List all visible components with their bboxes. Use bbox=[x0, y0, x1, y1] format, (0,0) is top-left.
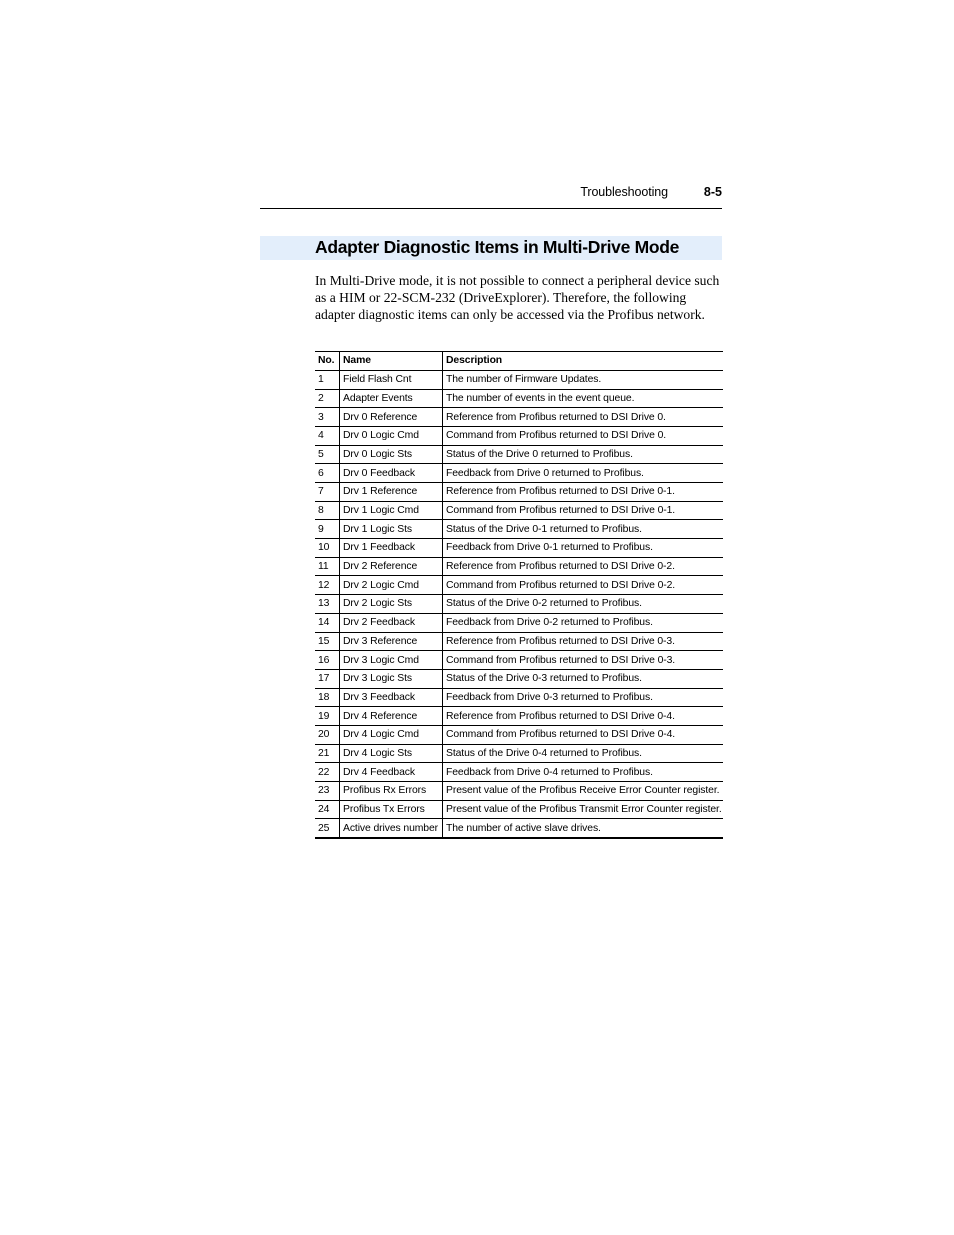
cell-description: Reference from Profibus returned to DSI Drive 0-1. bbox=[443, 483, 724, 502]
cell-name: Drv 0 Reference bbox=[340, 408, 443, 427]
table-row bbox=[315, 632, 723, 651]
cell-name: Drv 4 Logic Cmd bbox=[340, 725, 443, 744]
cell-description: Reference from Profibus returned to DSI Drive 0-3. bbox=[443, 632, 724, 651]
cell-name: Drv 2 Logic Sts bbox=[340, 595, 443, 614]
cell-no: 9 bbox=[315, 520, 340, 539]
cell-description: Feedback from Drive 0-2 returned to Profibus. bbox=[443, 613, 724, 632]
cell-name: Drv 0 Logic Sts bbox=[340, 445, 443, 464]
table-row bbox=[315, 576, 723, 595]
cell-no: 1 bbox=[315, 370, 340, 389]
cell-no: 16 bbox=[315, 651, 340, 670]
cell-no: 18 bbox=[315, 688, 340, 707]
cell-description: The number of events in the event queue. bbox=[443, 389, 724, 408]
table-row bbox=[315, 445, 723, 464]
table-row bbox=[315, 613, 723, 632]
cell-name: Drv 3 Logic Cmd bbox=[340, 651, 443, 670]
cell-description: Status of the Drive 0-3 returned to Profibus. bbox=[443, 669, 724, 688]
cell-description: The number of Firmware Updates. bbox=[443, 370, 724, 389]
cell-name: Drv 2 Reference bbox=[340, 557, 443, 576]
cell-description: Present value of the Profibus Receive Error Counter register. bbox=[443, 782, 724, 801]
cell-description: Command from Profibus returned to DSI Drive 0-4. bbox=[443, 725, 724, 744]
cell-description: Command from Profibus returned to DSI Drive 0-3. bbox=[443, 651, 724, 670]
cell-description: Feedback from Drive 0-3 returned to Profibus. bbox=[443, 688, 724, 707]
section-title: Adapter Diagnostic Items in Multi-Drive Mode bbox=[315, 237, 680, 257]
cell-no: 23 bbox=[315, 782, 340, 801]
cell-description: Reference from Profibus returned to DSI Drive 0-4. bbox=[443, 707, 724, 726]
cell-no: 21 bbox=[315, 744, 340, 763]
cell-name: Drv 3 Reference bbox=[340, 632, 443, 651]
cell-name: Drv 4 Logic Sts bbox=[340, 744, 443, 763]
cell-no: 13 bbox=[315, 595, 340, 614]
header-section-name: Troubleshooting bbox=[580, 185, 668, 199]
running-header bbox=[260, 184, 722, 209]
cell-no: 24 bbox=[315, 800, 340, 819]
cell-no: 4 bbox=[315, 426, 340, 445]
cell-name: Field Flash Cnt bbox=[340, 370, 443, 389]
cell-description: Reference from Profibus returned to DSI Drive 0. bbox=[443, 408, 724, 427]
cell-name: Drv 1 Feedback bbox=[340, 539, 443, 558]
table-row bbox=[315, 520, 723, 539]
cell-name: Drv 1 Reference bbox=[340, 483, 443, 502]
cell-description: Command from Profibus returned to DSI Drive 0-1. bbox=[443, 501, 724, 520]
cell-description: The number of active slave drives. bbox=[443, 819, 724, 838]
cell-no: 3 bbox=[315, 408, 340, 427]
cell-no: 7 bbox=[315, 483, 340, 502]
cell-no: 5 bbox=[315, 445, 340, 464]
table-row bbox=[315, 707, 723, 726]
page-number: 8-5 bbox=[703, 185, 722, 199]
cell-no: 12 bbox=[315, 576, 340, 595]
cell-no: 6 bbox=[315, 464, 340, 483]
table-row bbox=[315, 782, 723, 801]
cell-no: 20 bbox=[315, 725, 340, 744]
diagnostic-items-table bbox=[315, 351, 723, 839]
cell-name: Drv 1 Logic Cmd bbox=[340, 501, 443, 520]
cell-no: 17 bbox=[315, 669, 340, 688]
table-row bbox=[315, 464, 723, 483]
column-header-name: Name bbox=[340, 352, 443, 371]
cell-name: Drv 1 Logic Sts bbox=[340, 520, 443, 539]
cell-no: 22 bbox=[315, 763, 340, 782]
cell-description: Status of the Drive 0-1 returned to Profibus. bbox=[443, 520, 724, 539]
cell-description: Status of the Drive 0 returned to Profibus. bbox=[443, 445, 724, 464]
table-body bbox=[315, 370, 723, 838]
table-row bbox=[315, 744, 723, 763]
cell-name: Drv 2 Logic Cmd bbox=[340, 576, 443, 595]
cell-name: Drv 0 Feedback bbox=[340, 464, 443, 483]
cell-name: Drv 2 Feedback bbox=[340, 613, 443, 632]
table-row bbox=[315, 389, 723, 408]
cell-name: Drv 4 Reference bbox=[340, 707, 443, 726]
cell-description: Command from Profibus returned to DSI Drive 0. bbox=[443, 426, 724, 445]
cell-description: Status of the Drive 0-2 returned to Profibus. bbox=[443, 595, 724, 614]
cell-name: Profibus Tx Errors bbox=[340, 800, 443, 819]
cell-no: 15 bbox=[315, 632, 340, 651]
cell-no: 10 bbox=[315, 539, 340, 558]
cell-name: Active drives number bbox=[340, 819, 443, 838]
cell-description: Feedback from Drive 0 returned to Profibus. bbox=[443, 464, 724, 483]
table-row bbox=[315, 763, 723, 782]
table-row bbox=[315, 651, 723, 670]
table-row bbox=[315, 669, 723, 688]
cell-description: Status of the Drive 0-4 returned to Profibus. bbox=[443, 744, 724, 763]
cell-description: Present value of the Profibus Transmit Error Counter register. bbox=[443, 800, 724, 819]
table-row bbox=[315, 539, 723, 558]
column-header-no: No. bbox=[315, 352, 340, 371]
column-header-description: Description bbox=[443, 352, 724, 371]
cell-name: Profibus Rx Errors bbox=[340, 782, 443, 801]
cell-name: Drv 3 Feedback bbox=[340, 688, 443, 707]
intro-paragraph: In Multi-Drive mode, it is not possible to connect a peripheral device such as a HIM or 22-SCM-232 (DriveExplorer). Therefore, the following adapter diagnostic items can only be accessed via the Profibus network. bbox=[315, 273, 720, 322]
table-row bbox=[315, 370, 723, 389]
table-row bbox=[315, 688, 723, 707]
table-row bbox=[315, 557, 723, 576]
cell-description: Feedback from Drive 0-4 returned to Profibus. bbox=[443, 763, 724, 782]
cell-name: Drv 4 Feedback bbox=[340, 763, 443, 782]
cell-no: 19 bbox=[315, 707, 340, 726]
section-title-band bbox=[260, 236, 722, 260]
cell-description: Command from Profibus returned to DSI Drive 0-2. bbox=[443, 576, 724, 595]
cell-name: Drv 0 Logic Cmd bbox=[340, 426, 443, 445]
cell-no: 25 bbox=[315, 819, 340, 838]
table-row bbox=[315, 725, 723, 744]
cell-name: Drv 3 Logic Sts bbox=[340, 669, 443, 688]
table-row bbox=[315, 501, 723, 520]
cell-description: Feedback from Drive 0-1 returned to Profibus. bbox=[443, 539, 724, 558]
cell-no: 14 bbox=[315, 613, 340, 632]
table-row bbox=[315, 800, 723, 819]
cell-no: 8 bbox=[315, 501, 340, 520]
table-row bbox=[315, 426, 723, 445]
cell-description: Reference from Profibus returned to DSI Drive 0-2. bbox=[443, 557, 724, 576]
table-header-row bbox=[315, 352, 723, 371]
table-row bbox=[315, 819, 723, 838]
table-row bbox=[315, 483, 723, 502]
table-row bbox=[315, 408, 723, 427]
cell-name: Adapter Events bbox=[340, 389, 443, 408]
cell-no: 11 bbox=[315, 557, 340, 576]
table-row bbox=[315, 595, 723, 614]
cell-no: 2 bbox=[315, 389, 340, 408]
